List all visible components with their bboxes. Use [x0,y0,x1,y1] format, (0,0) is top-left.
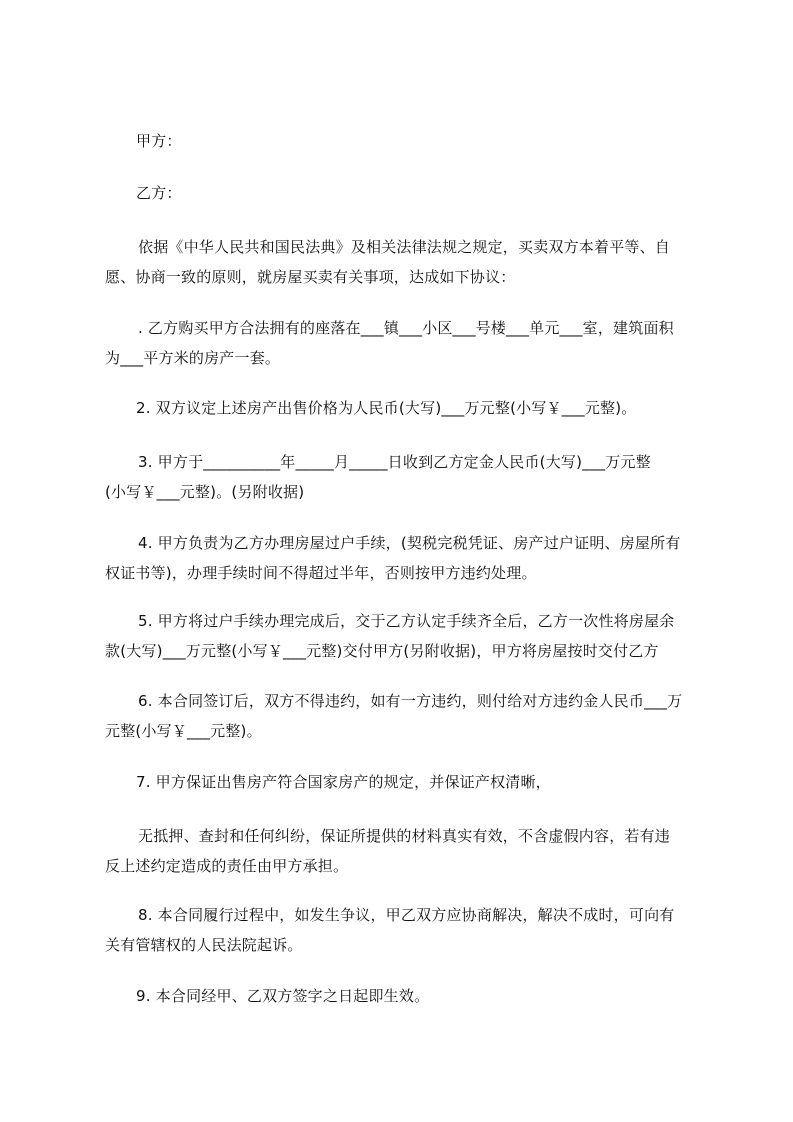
paragraph-line: . 乙方购买甲方合法拥有的座落在___镇___小区___号楼___单元___室，建筑面积 [138,319,674,337]
paragraph-line: 款(大写)___万元整(小写￥___元整)交付甲方(另附收据)，甲方将房屋按时交付乙方 [105,642,659,660]
clause-1 [105,313,715,373]
preamble-paragraph [105,232,715,292]
paragraph-line: 无抵押、查封和任何纠纷，保证所提供的材料真实有效，不含虚假内容，若有违 [138,827,671,845]
paragraph-line: 权证书等)，办理手续时间不得超过半年，否则按甲方违约处理。 [105,564,537,582]
paragraph-line: 4. 甲方负责为乙方办理房屋过户手续，(契税完税凭证、房产过户证明、房屋所有 [138,534,681,552]
clause-6 [105,686,715,746]
paragraph-line: 为___平方米的房产一套。 [105,349,281,367]
clause-4 [105,528,715,588]
clause-7 [105,767,715,797]
party-a-label: 甲方： [136,132,182,150]
paragraph-line: (小写￥___元整)。(另附收据) [105,483,305,501]
paragraph-line: 依据《中华人民共和国民法典》及相关法律法规之规定，买卖双方本着平等、自 [138,238,671,256]
paragraph-line: 反上述约定造成的责任由甲方承担。 [105,857,349,875]
clause-9 [105,981,715,1011]
clause-3 [105,447,715,507]
paragraph-line: 愿、协商一致的原则，就房屋买卖有关事项，达成如下协议： [105,268,516,286]
paragraph-line: 2. 双方议定上述房产出售价格为人民币(大写)___万元整(小写￥___元整)。 [136,399,637,417]
paragraph-line: 8. 本合同履行过程中，如发生争议，甲乙双方应协商解决，解决不成时，可向有 [138,906,675,924]
paragraph-line: 关有管辖权的人民法院起诉。 [105,936,303,954]
party-b-line [105,178,715,208]
paragraph-line: 7. 甲方保证出售房产符合国家房产的规定，并保证产权清晰， [136,773,551,791]
clause-7-continued [105,821,715,881]
clause-8 [105,900,715,960]
paragraph-line: 5. 甲方将过户手续办理完成后，交于乙方认定手续齐全后，乙方一次性将房屋余 [138,612,675,630]
party-a-line [105,126,715,156]
clause-2 [105,393,715,423]
paragraph-line: 6. 本合同签订后，双方不得违约，如有一方违约，则付给对方违约金人民币___万 [138,692,683,710]
paragraph-line: 9. 本合同经甲、乙双方签字之日起即生效。 [136,987,430,1005]
paragraph-line: 3. 甲方于__________年_____月_____日收到乙方定金人民币(大写)___万元整 [138,453,651,471]
clause-5 [105,606,715,666]
paragraph-line: 元整(小写￥___元整)。 [105,722,262,740]
party-b-label: 乙方： [136,184,182,202]
